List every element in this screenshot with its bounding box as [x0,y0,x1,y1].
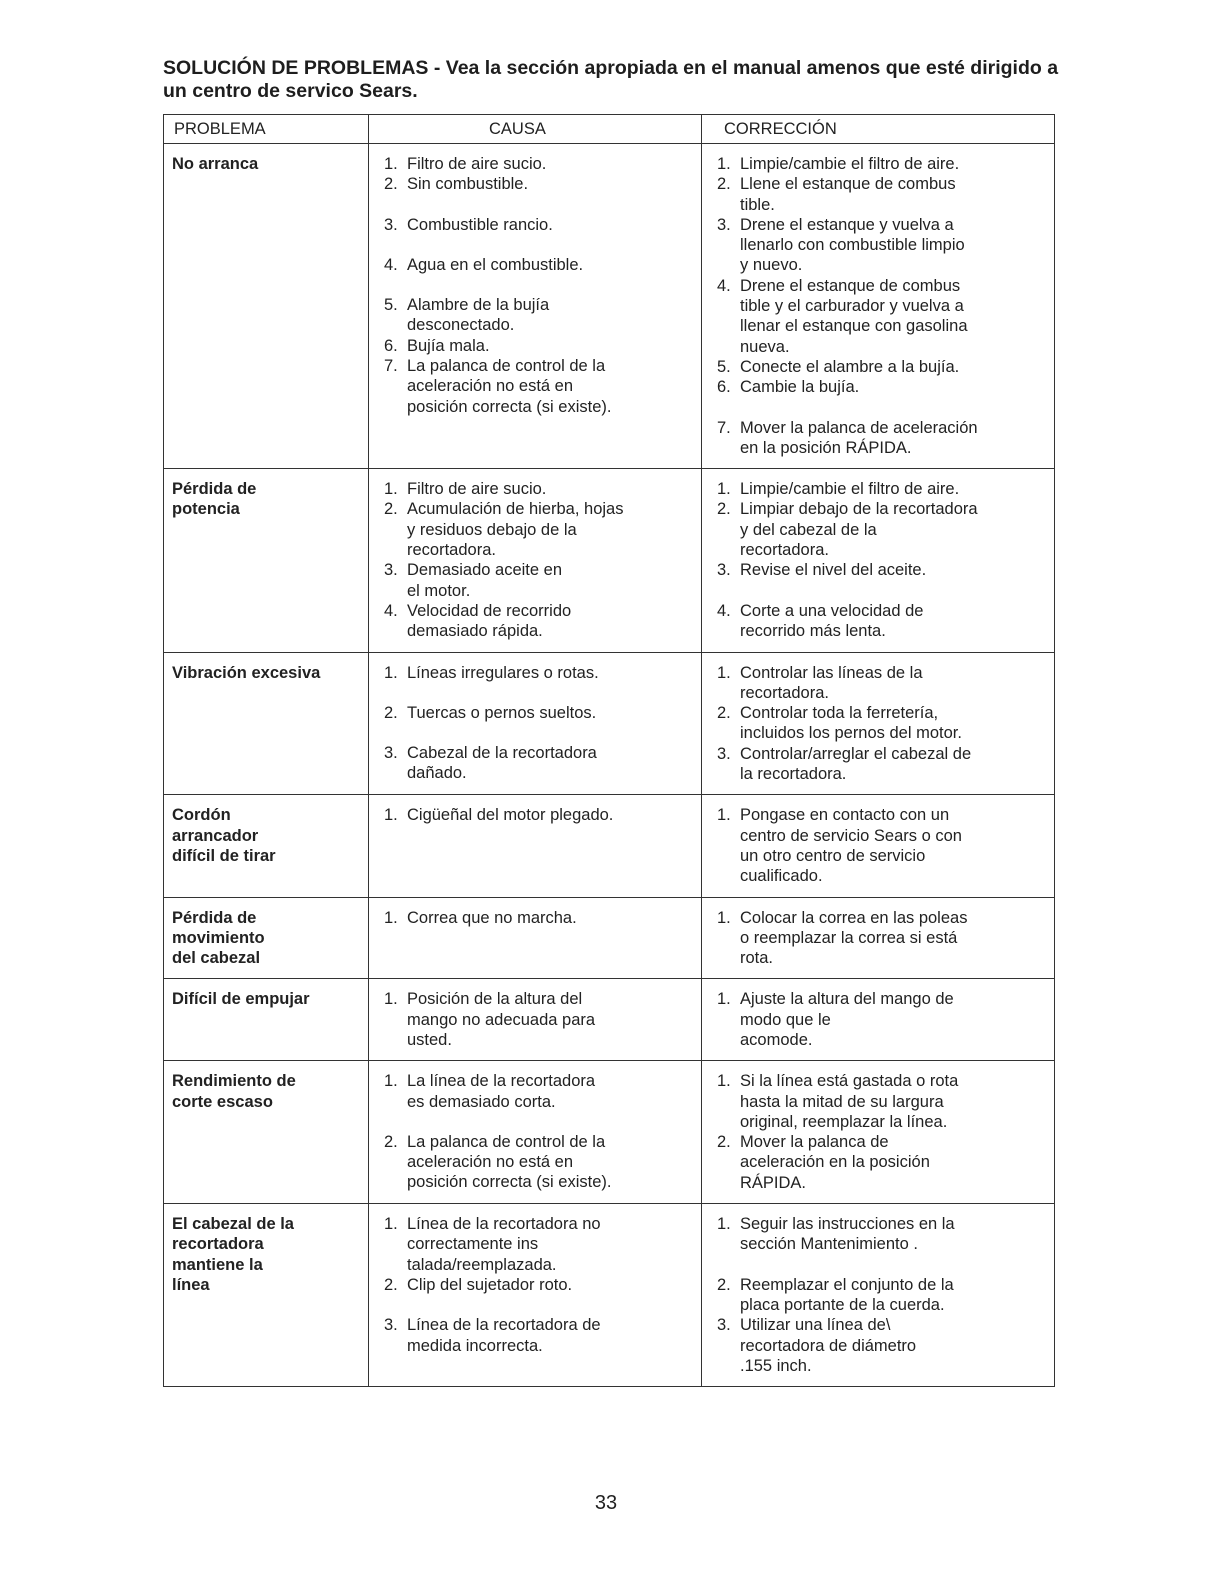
item-number: 6. [384,336,398,355]
cause-list [377,154,695,417]
correction-list [710,989,1048,1050]
item-text: Cambie la bujía. [740,378,860,397]
item-number: 1. [717,480,731,499]
problem-label: Vibración excesiva [172,663,321,682]
problem-label: Difícil de empujar [172,990,310,1009]
correction-list [710,908,1048,969]
cause-list [377,805,695,825]
cause-item [377,663,695,683]
table-header-row [164,115,1055,144]
item-number: 4. [717,276,731,295]
cause-item [377,154,695,174]
item-number: 1. [384,155,398,173]
item-text: Bujía mala. [407,336,490,355]
item-text: Línea de la recortadora de medida incorrecta. [407,1316,601,1355]
correction-cell [702,469,1055,652]
correction-item [710,276,1048,357]
problem-label: El cabezal de la recortadora mantiene la línea [172,1215,294,1294]
header-cause: CAUSA [369,115,702,144]
item-number: 2. [717,175,731,194]
item-text: Limpie/cambie el filtro de aire. [740,155,960,173]
problem-cell [164,652,369,795]
item-number: 2. [384,1275,398,1294]
item-text: Demasiado aceite en el motor. [407,561,563,600]
problem-label: No arranca [172,155,259,173]
item-text: Línea de la recortadora no correctamente ins talada/reemplazada. [407,1215,601,1274]
item-text: Drene el estanque y vuelva a llenarlo con combustible limpio y nuevo. [740,215,965,275]
correction-list [710,1071,1048,1193]
cause-item [377,989,695,1050]
correction-item [710,154,1048,174]
item-text: Sin combustible. [407,175,529,194]
correction-item [710,418,1048,459]
item-text: Seguir las instrucciones en la sección Mantenimiento . [740,1215,955,1254]
header-correction: CORRECCIÓN [702,115,1055,144]
cause-cell [369,897,702,979]
problem-cell [164,795,369,897]
item-text: La palanca de control de la aceleración no está en posición correcta (si existe). [407,1132,612,1192]
item-text: Controlar toda la ferretería, incluidos los pernos del motor. [740,704,962,743]
correction-item [710,1132,1048,1193]
item-text: Posición de la altura del mango no adecuada para usted. [407,990,596,1049]
correction-item [710,989,1048,1050]
cause-item [377,479,695,499]
item-text: Agua en el combustible. [407,255,584,274]
correction-item [710,560,1048,580]
item-number: 4. [384,255,398,274]
item-text: Cigüeñal del motor plegado. [407,806,614,825]
cause-cell [369,1204,702,1387]
correction-cell [702,1204,1055,1387]
item-text: Conecte el alambre a la bujía. [740,357,960,376]
correction-item [710,744,1048,785]
cause-cell [369,979,702,1061]
correction-item [710,703,1048,744]
correction-list [710,154,1048,458]
item-number: 2. [717,704,731,723]
cause-item [377,295,695,336]
item-number: 1. [717,1215,731,1234]
cause-item [377,1275,695,1295]
correction-list [710,805,1048,886]
cause-item [377,601,695,642]
cause-item [377,1132,695,1193]
correction-item [710,357,1048,377]
problem-cell [164,469,369,652]
item-text: Llene el estanque de combus tible. [740,175,956,214]
item-number: 3. [717,561,731,580]
item-text: Colocar la correa en las poleas o reemplazar la correa si está rota. [740,908,968,968]
item-text: Líneas irregulares o rotas. [407,663,599,682]
table-row [164,652,1055,795]
cause-item [377,805,695,825]
cause-item [377,908,695,928]
correction-item [710,377,1048,397]
correction-item [710,499,1048,560]
item-text: Acumulación de hierba, hojas y residuos debajo de la recortadora. [407,500,624,560]
item-text: Velocidad de recorrido demasiado rápida. [407,601,572,641]
table-row [164,897,1055,979]
item-text: Filtro de aire sucio. [407,480,547,499]
correction-cell [702,795,1055,897]
item-number: 1. [384,1072,398,1091]
item-text: Pongase en contacto con un centro de servicio Sears o con un otro centro de servicio cualificado. [740,806,962,886]
item-number: 7. [717,418,731,437]
item-number: 3. [384,215,398,234]
table-row [164,795,1055,897]
item-number: 1. [717,806,731,825]
correction-item [710,479,1048,499]
item-number: 1. [384,1215,398,1234]
correction-cell [702,897,1055,979]
item-number: 2. [717,1275,731,1294]
item-number: 1. [717,155,731,173]
table-row [164,979,1055,1061]
item-text: Tuercas o pernos sueltos. [407,703,597,722]
correction-list [710,663,1048,785]
problem-label: Pérdida de movimiento del cabezal [172,908,265,968]
item-text: Controlar/arreglar el cabezal de la recortadora. [740,744,972,784]
item-number: 1. [384,663,398,682]
correction-item [710,908,1048,969]
item-number: 2. [384,500,398,519]
item-number: 1. [384,908,398,927]
cause-item [377,356,695,417]
item-number: 7. [384,357,398,376]
cause-item [377,1071,695,1112]
item-number: 3. [384,744,398,763]
cause-list [377,989,695,1050]
item-text: Combustible rancio. [407,215,553,234]
cause-cell [369,1061,702,1204]
header-problem: PROBLEMA [164,115,369,144]
item-text: Reemplazar el conjunto de la placa portante de la cuerda. [740,1275,954,1314]
cause-cell [369,652,702,795]
problem-cell [164,144,369,469]
item-text: Limpiar debajo de la recortadora y del cabezal de la recortadora. [740,500,978,560]
correction-item [710,1071,1048,1132]
item-number: 1. [717,908,731,927]
problem-cell [164,979,369,1061]
correction-cell [702,979,1055,1061]
cause-cell [369,469,702,652]
table-row [164,1204,1055,1387]
correction-cell [702,144,1055,469]
cause-item [377,1315,695,1356]
item-text: Corte a una velocidad de recorrido más lenta. [740,601,924,640]
item-text: Utilizar una línea de\ recortadora de diámetro .155 inch. [740,1316,917,1375]
correction-item [710,663,1048,704]
item-text: Revise el nivel del aceite. [740,561,927,580]
item-text: Filtro de aire sucio. [407,155,547,173]
cause-list [377,1214,695,1356]
cause-item [377,499,695,560]
item-number: 3. [717,744,731,763]
item-number: 2. [717,500,731,519]
item-text: Correa que no marcha. [407,908,577,927]
item-text: La palanca de control de la aceleración no está en posición correcta (si existe). [407,357,612,416]
item-text: Alambre de la bujía desconectado. [407,296,550,335]
item-number: 2. [384,175,398,194]
item-number: 2. [384,1132,398,1151]
cause-item [377,336,695,356]
item-number: 5. [384,296,398,315]
cause-cell [369,795,702,897]
item-number: 3. [384,561,398,580]
cause-item [377,560,695,601]
cause-list [377,663,695,784]
cause-list [377,1071,695,1192]
cause-item [377,215,695,235]
correction-item [710,601,1048,642]
correction-item [710,215,1048,276]
page-number: 33 [594,1492,618,1514]
cause-list [377,479,695,641]
item-text: Cabezal de la recortadora dañado. [407,744,597,783]
item-text: Si la línea está gastada o rota hasta la mitad de su largura original, reemplazar la línea. [740,1072,959,1131]
item-number: 1. [717,663,731,682]
cause-item [377,1214,695,1275]
cause-item [377,703,695,723]
item-text: Mover la palanca de aceleración en la posición RÁPIDA. [740,418,978,457]
correction-item [710,1315,1048,1376]
correction-item [710,174,1048,215]
problem-cell [164,1061,369,1204]
item-number: 2. [384,703,398,722]
item-number: 6. [717,378,731,397]
item-text: Ajuste la altura del mango de modo que le acomode. [740,990,954,1049]
item-number: 3. [384,1316,398,1335]
correction-list [710,1214,1048,1376]
item-number: 1. [717,990,731,1009]
problem-cell [164,897,369,979]
cause-item [377,255,695,275]
item-number: 1. [384,806,398,825]
cause-list [377,908,695,928]
item-number: 4. [717,601,731,620]
table-row [164,1061,1055,1204]
table-row [164,469,1055,652]
cause-item [377,174,695,194]
item-text: Clip del sujetador roto. [407,1275,573,1294]
correction-item [710,805,1048,886]
item-text: Mover la palanca de aceleración en la posición RÁPIDA. [740,1133,930,1192]
problem-cell [164,1204,369,1387]
correction-item [710,1214,1048,1255]
troubleshooting-table [163,114,1055,1387]
cause-item [377,743,695,784]
page-heading: SOLUCIÓN DE PROBLEMAS - Vea la sección apropiada en el manual amenos que esté dirigido a un centro de servico Sears. [163,57,1059,102]
item-text: Limpie/cambie el filtro de aire. [740,480,960,499]
item-number: 1. [717,1072,731,1091]
item-number: 3. [717,1316,731,1335]
correction-cell [702,1061,1055,1204]
item-number: 2. [717,1133,731,1152]
problem-label: Pérdida de potencia [172,480,257,519]
problem-label: Rendimiento de corte escaso [172,1072,296,1111]
item-number: 3. [717,215,731,234]
table-row [164,144,1055,469]
item-number: 1. [384,480,398,499]
item-number: 4. [384,601,398,620]
correction-item [710,1275,1048,1316]
item-number: 1. [384,990,398,1009]
item-number: 5. [717,357,731,376]
item-text: Drene el estanque de combus tible y el carburador y vuelva a llenar el estanque con gasolina nueva. [740,276,968,356]
item-text: Controlar las líneas de la recortadora. [740,663,923,702]
cause-cell [369,144,702,469]
correction-cell [702,652,1055,795]
correction-list [710,479,1048,641]
item-text: La línea de la recortadora es demasiado corta. [407,1072,596,1111]
problem-label: Cordón arrancador difícil de tirar [172,806,276,865]
